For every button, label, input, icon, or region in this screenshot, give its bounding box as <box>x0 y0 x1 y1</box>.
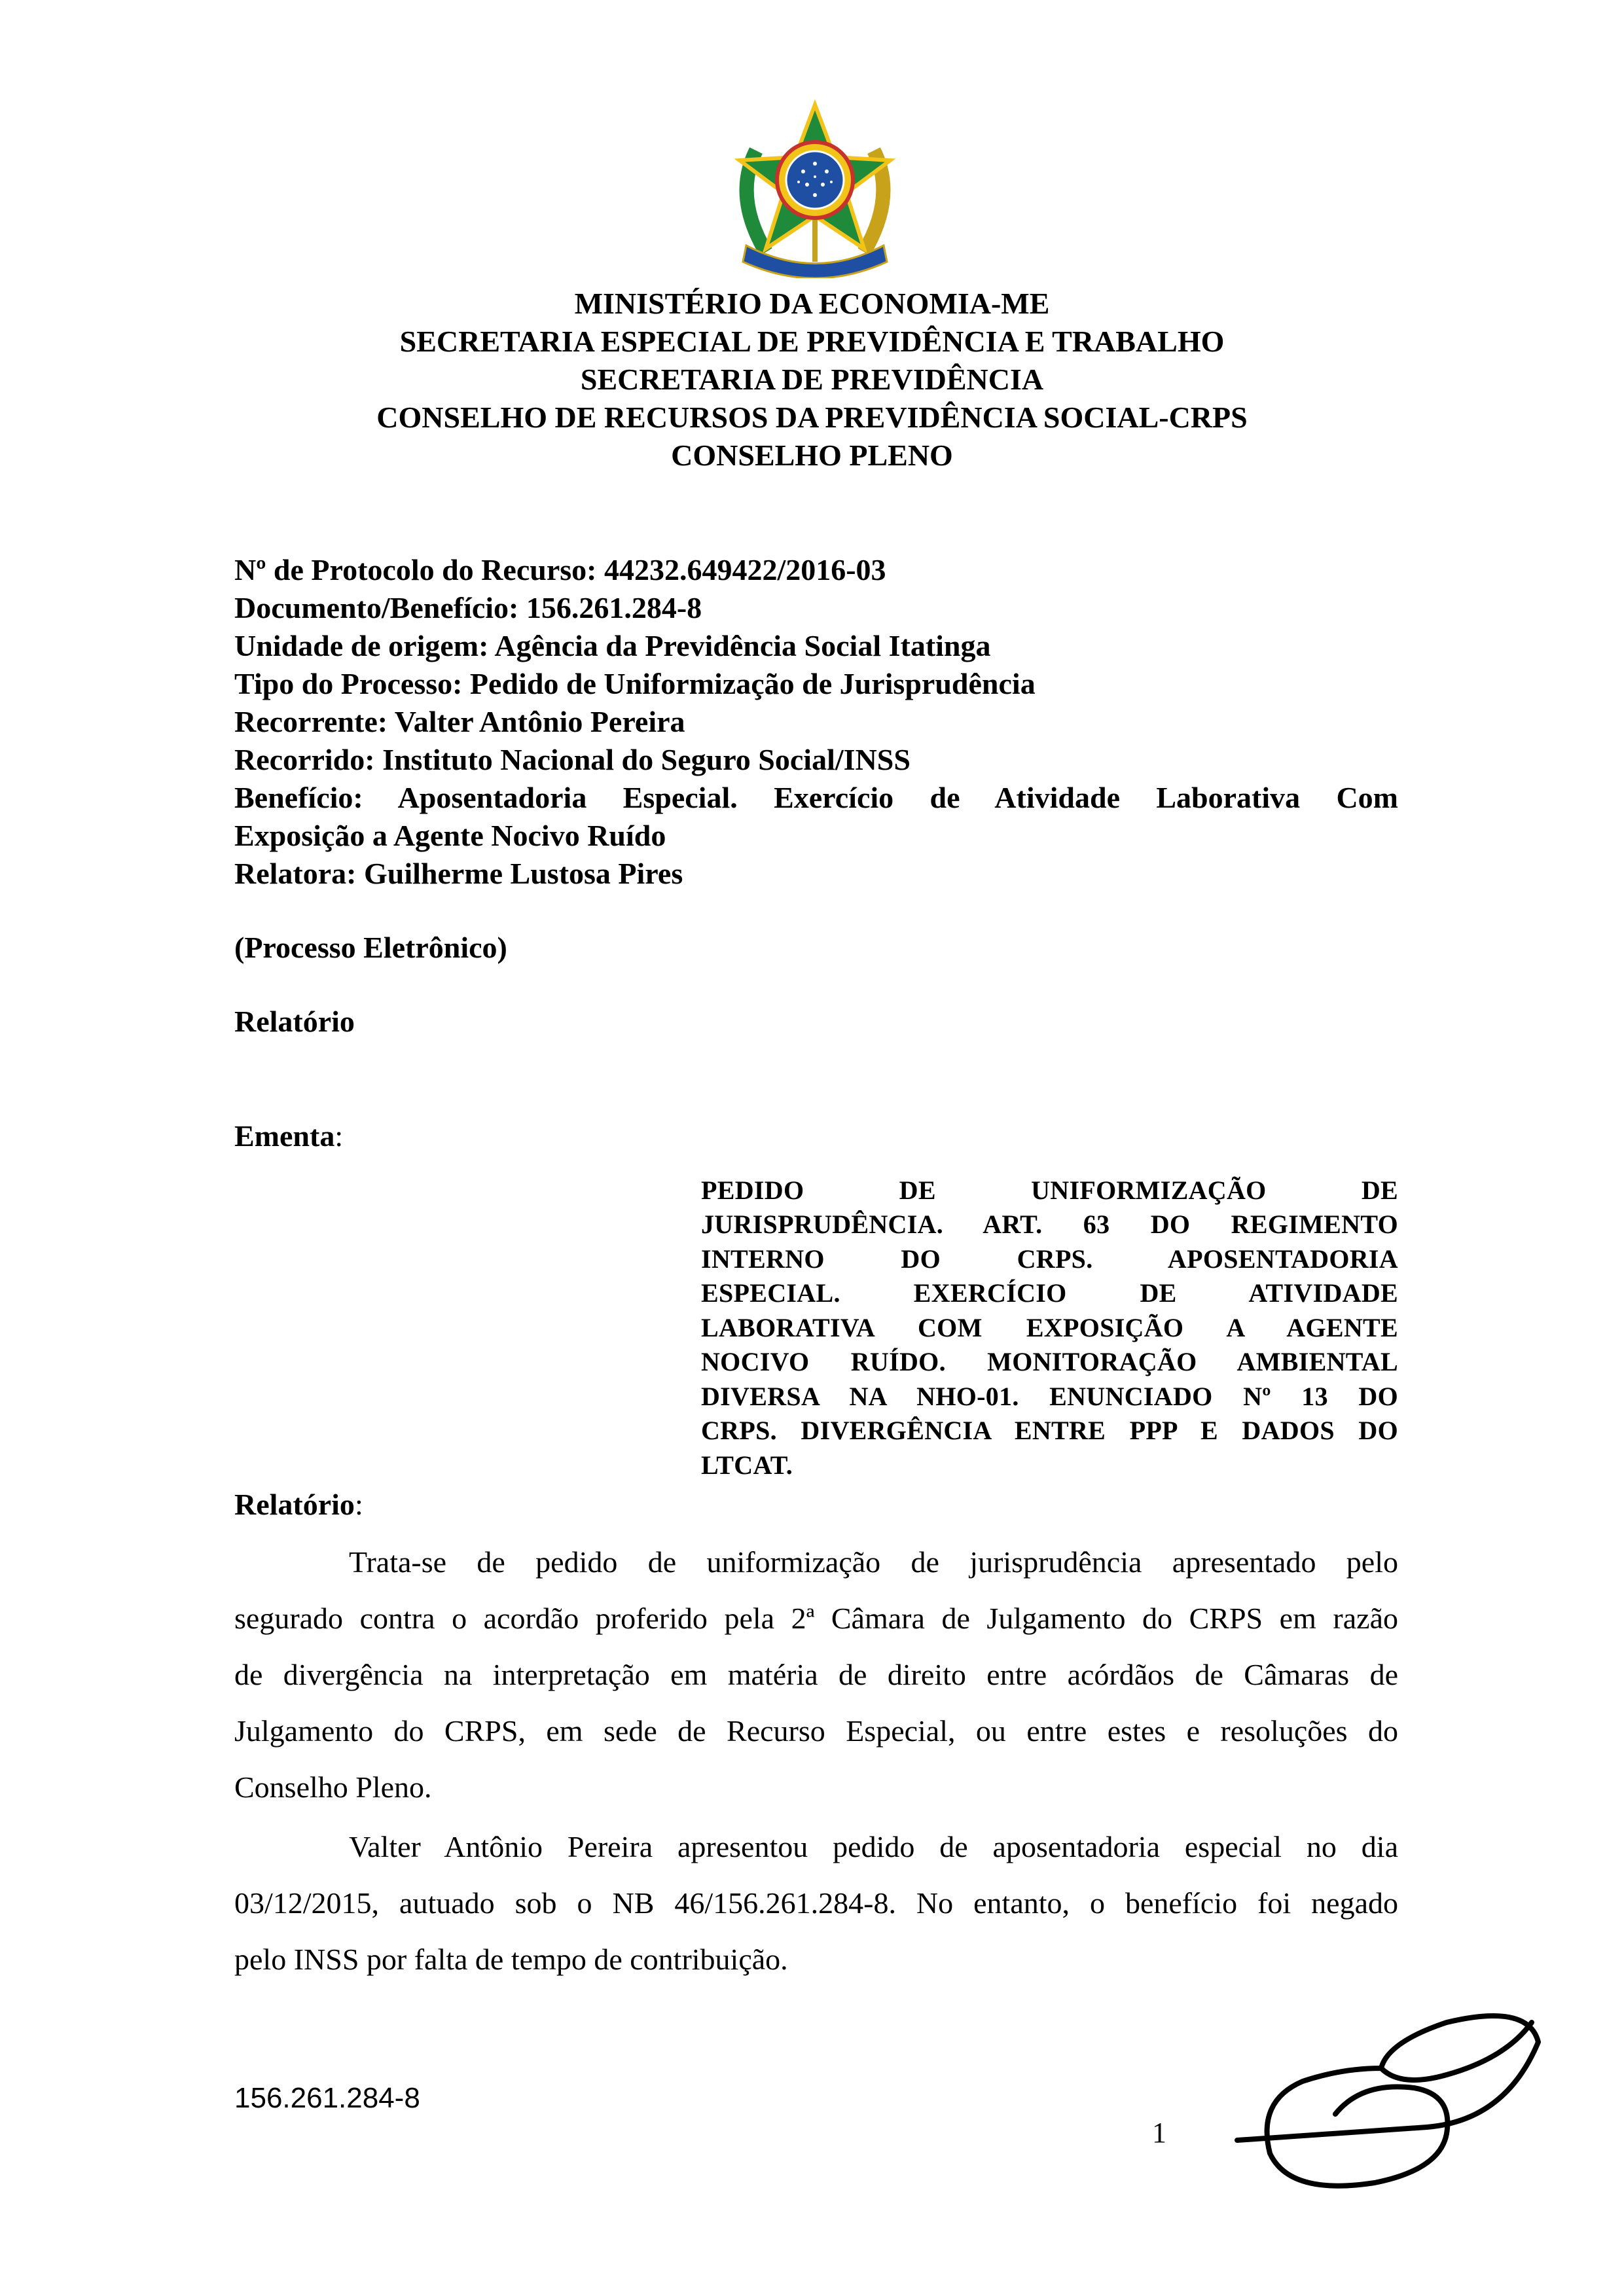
ementa-line: DIVERSA NA NHO-01. ENUNCIADO Nº 13 DO <box>701 1382 1398 1411</box>
secretariat-heading: SECRETARIA DE PREVIDÊNCIA <box>580 363 1044 396</box>
report-colon: : <box>354 1488 363 1521</box>
ementa-label-text: Ementa <box>234 1119 335 1153</box>
origin-unit: Unidade de origem: Agência da Previdência Social Itatinga <box>234 629 991 662</box>
benefit-line-1: Benefício: Aposentadoria Especial. Exercício de Atividade Laborativa Com <box>234 781 1398 814</box>
coat-of-arms <box>730 98 900 278</box>
protocol-number: Nº de Protocolo do Recurso: 44232.649422/2016-03 <box>234 553 886 586</box>
report-heading: Relatório <box>234 1005 355 1038</box>
report-label <box>234 1486 363 1524</box>
ementa-line: JURISPRUDÊNCIA. ART. 63 DO REGIMENTO <box>701 1210 1398 1239</box>
report-text-line: Conselho Pleno. <box>234 1770 432 1804</box>
ementa-line: CRPS. DIVERGÊNCIA ENTRE PPP E DADOS DO <box>701 1416 1398 1445</box>
ementa-line: LTCAT. <box>701 1450 793 1480</box>
report-text-line: Valter Antônio Pereira apresentou pedido de aposentadoria especial no dia <box>349 1830 1398 1863</box>
document-number: Documento/Benefício: 156.261.284-8 <box>234 591 702 624</box>
ementa-colon: : <box>334 1119 344 1153</box>
ementa-line: PEDIDO DE UNIFORMIZAÇÃO DE <box>701 1175 1398 1205</box>
rapporteur: Relatora: Guilherme Lustosa Pires <box>234 857 683 890</box>
report-text-line: 03/12/2015, autuado sob o NB 46/156.261.284-8. No entanto, o benefício foi negado <box>234 1886 1398 1920</box>
plenary-heading: CONSELHO PLENO <box>671 439 953 472</box>
report-text-line: pelo INSS por falta de tempo de contribuição. <box>234 1943 788 1976</box>
council-heading: CONSELHO DE RECURSOS DA PREVIDÊNCIA SOCIAL-CRPS <box>376 401 1248 434</box>
report-text-line: segurado contra o acordão proferido pela 2ª Câmara de Julgamento do CRPS em razão <box>234 1602 1398 1635</box>
electronic-process-label: (Processo Eletrônico) <box>234 931 507 964</box>
footer-document-id: 156.261.284-8 <box>234 2082 420 2114</box>
report-text-line: de divergência na interpretação em matéria de direito entre acórdãos de Câmaras de <box>234 1658 1398 1691</box>
process-type: Tipo do Processo: Pedido de Uniformização de Jurisprudência <box>234 667 1036 700</box>
ementa-line: INTERNO DO CRPS. APOSENTADORIA <box>701 1244 1398 1274</box>
benefit-line-2: Exposição a Agente Nocivo Ruído <box>234 819 666 852</box>
report-label-text: Relatório <box>234 1488 355 1521</box>
appellant: Recorrente: Valter Antônio Pereira <box>234 705 685 738</box>
ementa-line: LABORATIVA COM EXPOSIÇÃO A AGENTE <box>701 1313 1398 1342</box>
ementa-label <box>234 1117 343 1155</box>
page-number: 1 <box>1152 2117 1166 2149</box>
report-text-line: Trata-se de pedido de uniformização de jurisprudência apresentado pelo <box>349 1545 1398 1579</box>
report-text-line: Julgamento do CRPS, em sede de Recurso Especial, ou entre estes e resoluções do <box>234 1714 1398 1748</box>
special-secretariat-heading: SECRETARIA ESPECIAL DE PREVIDÊNCIA E TRABALHO <box>399 325 1225 358</box>
ementa-line: NOCIVO RUÍDO. MONITORAÇÃO AMBIENTAL <box>701 1347 1398 1376</box>
ementa-line: ESPECIAL. EXERCÍCIO DE ATIVIDADE <box>701 1278 1398 1308</box>
handwritten-signature <box>1231 2003 1551 2199</box>
ministry-heading: MINISTÉRIO DA ECONOMIA-ME <box>574 287 1050 320</box>
appellee: Recorrido: Instituto Nacional do Seguro Social/INSS <box>234 743 911 776</box>
